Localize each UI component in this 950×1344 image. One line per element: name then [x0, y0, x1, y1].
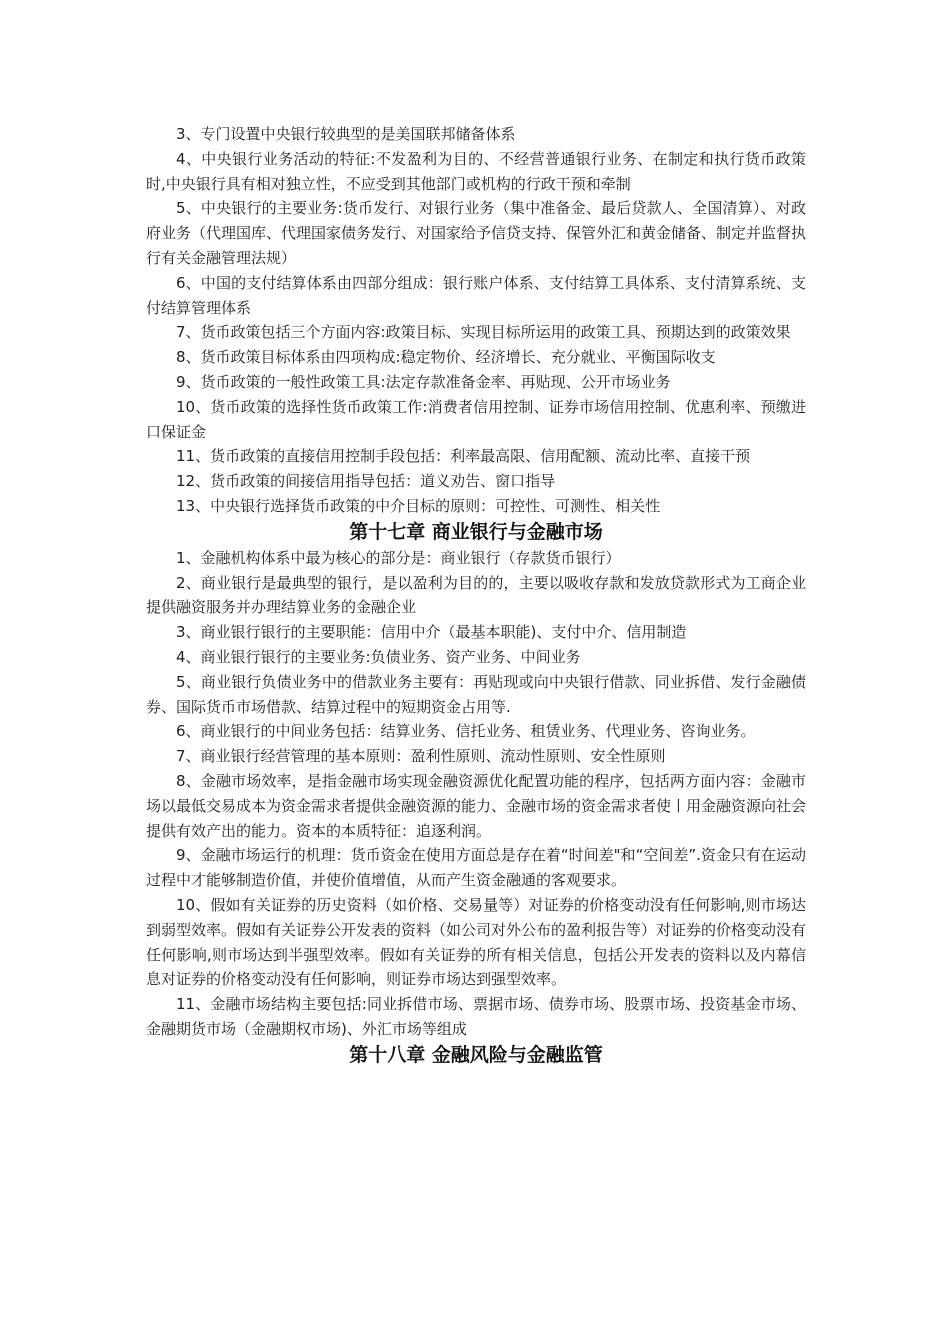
- ch17-item-3: 3、商业银行银行的主要职能：信用中介（最基本职能)、支付中介、信用制造: [176, 623, 687, 642]
- chapter-17-heading: 第十七章 商业银行与金融市场: [349, 520, 603, 543]
- ch17-item-5: 5、商业银行负债业务中的借款业务主要有：再贴现或向中央银行借款、同业拆借、发行金融债券、国际货币市场借款、结算过程中的短期资金占用等.: [146, 672, 806, 716]
- ch17-item-2: 2、商业银行是最典型的银行，是以盈利为目的的，主要以吸收存款和发放贷款形式为工商企业提供融资服务并办理结算业务的金融企业: [146, 573, 806, 617]
- ch17-item-8: 8、金融市场效率，是指金融市场实现金融资源优化配置功能的程序，包括两方面内容：金融市场以最低交易成本为资金需求者提供金融资源的能力、金融市场的资金需求者使丨用金融资源向社会提供有效产出的能力。资本的本质特征：追逐利润。: [146, 771, 807, 840]
- paragraph-item-11: 11、货币政策的直接信用控制手段包括：利率最高限、信用配额、流动比率、直接干预: [176, 447, 751, 466]
- ch17-item-6: 6、商业银行的中间业务包括：结算业务、信托业务、租赁业务、代理业务、咨询业务。: [176, 722, 756, 741]
- ch17-item-7: 7、商业银行经营管理的基本原则：盈利性原则、流动性原则、安全性原则: [176, 747, 666, 766]
- paragraph-item-9: 9、货币政策的一般性政策工具:法定存款准备金率、再贴现、公开市场业务: [176, 372, 671, 391]
- paragraph-item-5: 5、中央银行的主要业务:货币发行、对银行业务（集中准备金、最后贷款人、全国清算）、对政府业务（代理国库、代理国家债务发行、对国家给予信贷支持、保管外汇和黄金储备、制定并监督执行有关金融管理法规）: [146, 199, 807, 267]
- ch17-item-4: 4、商业银行银行的主要业务:负债业务、资产业务、中间业务: [176, 647, 581, 666]
- ch17-item-10: 10、假如有关证券的历史资料（如价格、交易量等）对证券的价格变动没有任何影响,则市场达到弱型效率。假如有关证券公开发表的资料（如公司对外公布的盈利报告等）对证券的价格变动没有任何影响,则市场达到半强型效率。假如有关证券的所有相关信息，包括公开发表的资料以及内幕信息对证券的价格变动没有任何影响，则证券市场达到强型效率。: [146, 895, 807, 989]
- paragraph-item-13: 13、中央银行选择货币政策的中介目标的原则：可控性、可测性、相关性: [176, 496, 661, 515]
- document-page: [146, 122, 806, 1069]
- paragraph-item-4: 4、中央银行业务活动的特征:不发盈利为目的、不经营普通银行业务、在制定和执行货币政策时,中央银行具有相对独立性，不应受到其他部门或机构的行政干预和牵制: [146, 149, 806, 193]
- paragraph-item-6: 6、中国的支付结算体系由四部分组成：银行账户体系、支付结算工具体系、支付清算系统、支付结算管理体系: [146, 273, 806, 317]
- ch17-item-11: 11、金融市场结构主要包括:同业拆借市场、票据市场、债券市场、股票市场、投资基金市场、金融期货市场（金融期权市场)、外汇市场等组成: [146, 995, 806, 1038]
- ch17-item-9: 9、金融市场运行的机理：货币资金在使用方面总是存在着“时间差"和“空间差”.资金只有在运动过程中才能够制造价值，并使价值增值，从而产生资金融通的客观要求。: [146, 846, 806, 890]
- paragraph-item-12: 12、货币政策的间接信用指导包括：道义劝告、窗口指导: [176, 472, 556, 491]
- paragraph-item-8: 8、货币政策目标体系由四项构成:稳定物价、经济增长、充分就业、平衡国际收支: [176, 348, 716, 367]
- ch17-item-1: 1、金融机构体系中最为核心的部分是：商业银行（存款货币银行）: [176, 548, 621, 567]
- chapter-18-heading: 第十八章 金融风险与金融监管: [349, 1043, 603, 1066]
- paragraph-item-7: 7、货币政策包括三个方面内容:政策目标、实现目标所运用的政策工具、预期达到的政策效果: [176, 323, 791, 342]
- paragraph-item-3: 3、专门设置中央银行较典型的是美国联邦储备体系: [176, 125, 516, 143]
- paragraph-item-10: 10、货币政策的选择性货币政策工作:消费者信用控制、证券市场信用控制、优惠利率、预缴进口保证金: [146, 397, 806, 441]
